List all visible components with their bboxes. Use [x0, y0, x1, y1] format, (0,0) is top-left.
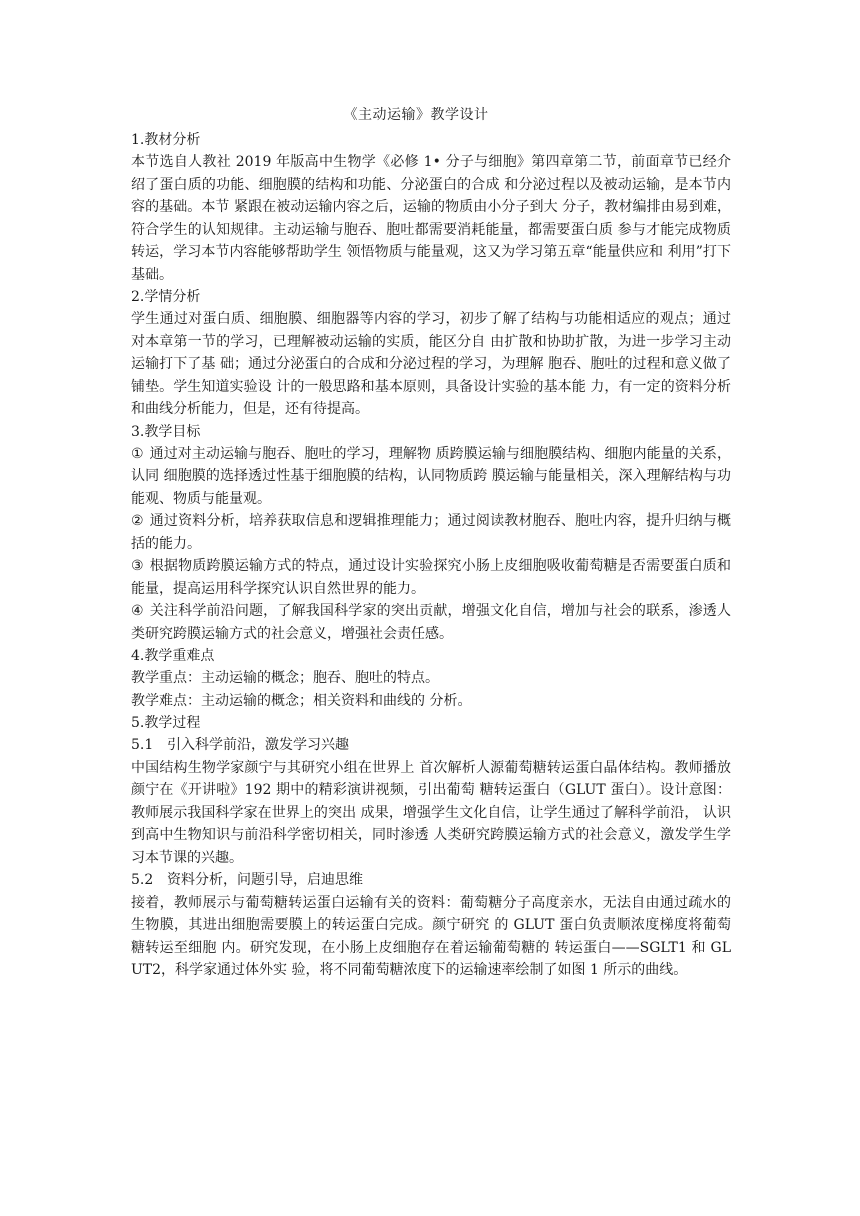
- objective-item: [131, 555, 731, 600]
- section-heading-key-difficult-points: 4.教学重难点: [131, 648, 215, 664]
- objective-text: 通过资料分析，培养获取信息和逻辑推理能力；通过阅读教材胞吞、胞吐内容，提升归纳与概括的能力。: [131, 513, 731, 552]
- paragraph: 中国结构生物学家颜宁与其研究小组在世界上 首次解析人源葡萄糖转运蛋白晶体结构。教师播放 颜宁在《开讲啦》192 期中的精彩演讲视频，引出葡萄 糖转运蛋白（GLUT 蛋白）。设计意图：教师展示我国科学家在世界上的突出 成果，增强学生文化自信，让学生通过了解科学前沿， 认识到高中生物知识与前沿科学密切相关，同时渗透 人类研究跨膜运输方式的社会意义，激发学生学习本节课的兴趣。: [131, 759, 731, 866]
- subsection-title: 引入科学前沿，激发学习兴趣: [167, 737, 349, 753]
- subsection-number: 5.2: [131, 872, 154, 888]
- section-heading-teaching-objectives: 3.教学目标: [131, 423, 201, 440]
- objective-text: 关注科学前沿问题，了解我国科学家的突出贡献，增强文化自信，增加与社会的联系，渗透人类研究跨膜运输方式的社会意义，增强社会责任感。: [131, 603, 731, 642]
- objective-item: [131, 600, 731, 645]
- objective-number: ②: [131, 513, 144, 529]
- objective-item: [131, 510, 731, 555]
- key-points-paragraph: 教学重点：主动运输的概念；胞吞、胞吐的特点。: [131, 670, 439, 686]
- objective-number: ③: [131, 558, 144, 574]
- objective-item: [131, 443, 731, 511]
- paragraph: 本节选自人教社 2019 年版高中生物学《必修 1• 分子与细胞》第四章第二节，前面章节已经介绍了蛋白质的功能、细胞膜的结构和功能、分泌蛋白的合成 和分泌过程以及被动运输，是本节内容的基础。本节 紧跟在被动运输内容之后，运输的物质由小分子到大 分子，教材编排由易到难，符合学生的认知规律。主动运输与胞吞、胞吐都需要消耗能量，都需要蛋白质 参与才能完成物质转运，学习本节内容能够帮助学生 领悟物质与能量观，这又为学习第五章“能量供应和 利用”打下基础。: [131, 154, 731, 283]
- paragraph: 接着，教师展示与葡萄糖转运蛋白运输有关的资料：葡萄糖分子高度亲水，无法自由通过疏水的生物膜，其进出细胞需要膜上的转运蛋白完成。颜宁研究 的 GLUT 蛋白负责顺浓度梯度将葡萄糖转运至细胞 内。研究发现，在小肠上皮细胞存在着运输葡萄糖的 转运蛋白——SGLT1 和 GLUT2，科学家通过体外实 验，将不同葡萄糖浓度下的运输速率绘制了如图 1 所示的曲线。: [131, 894, 731, 978]
- document-page: [131, 104, 731, 982]
- difficult-points-paragraph: 教学难点：主动运输的概念；相关资料和曲线的 分析。: [131, 692, 472, 709]
- section-heading-student-analysis: 2.学情分析: [131, 289, 201, 305]
- section-heading-textbook-analysis: 1.教材分析: [131, 132, 201, 148]
- subsection-heading: [131, 734, 731, 757]
- objective-number: ①: [131, 445, 144, 462]
- objective-number: ④: [131, 603, 144, 619]
- document-title: 《主动运输》教学设计: [343, 107, 489, 123]
- subsection-number: 5.1: [131, 737, 154, 753]
- objective-text: 根据物质跨膜运输方式的特点，通过设计实验探究小肠上皮细胞吸收葡萄糖是否需要蛋白质和能量，提高运用科学探究认识自然世界的能力。: [131, 558, 731, 597]
- paragraph: 学生通过对蛋白质、细胞膜、细胞器等内容的学习，初步了解了结构与功能相适应的观点；通过对本章第一节的学习，已理解被动运输的实质，能区分自 由扩散和协助扩散，为进一步学习主动运输打下了基 础；通过分泌蛋白的合成和分泌过程的学习，为理解 胞吞、胞吐的过程和意义做了铺垫。学生知道实验设 计的一般思路和基本原则，具备设计实验的基本能 力，有一定的资料分析和曲线分析能力，但是，还有待提高。: [131, 311, 731, 417]
- subsection-title: 资料分析，问题引导，启迪思维: [167, 872, 363, 888]
- section-heading-teaching-process: 5.教学过程: [131, 715, 201, 731]
- objective-text: 通过对主动运输与胞吞、胞吐的学习，理解物 质跨膜运输与细胞膜结构、细胞内能量的关系，认同 细胞膜的选择透过性基于细胞膜的结构，认同物质跨 膜运输与能量相关，深入理解结构与功能观、物质与能量观。: [131, 445, 731, 507]
- subsection-heading: [131, 869, 731, 892]
